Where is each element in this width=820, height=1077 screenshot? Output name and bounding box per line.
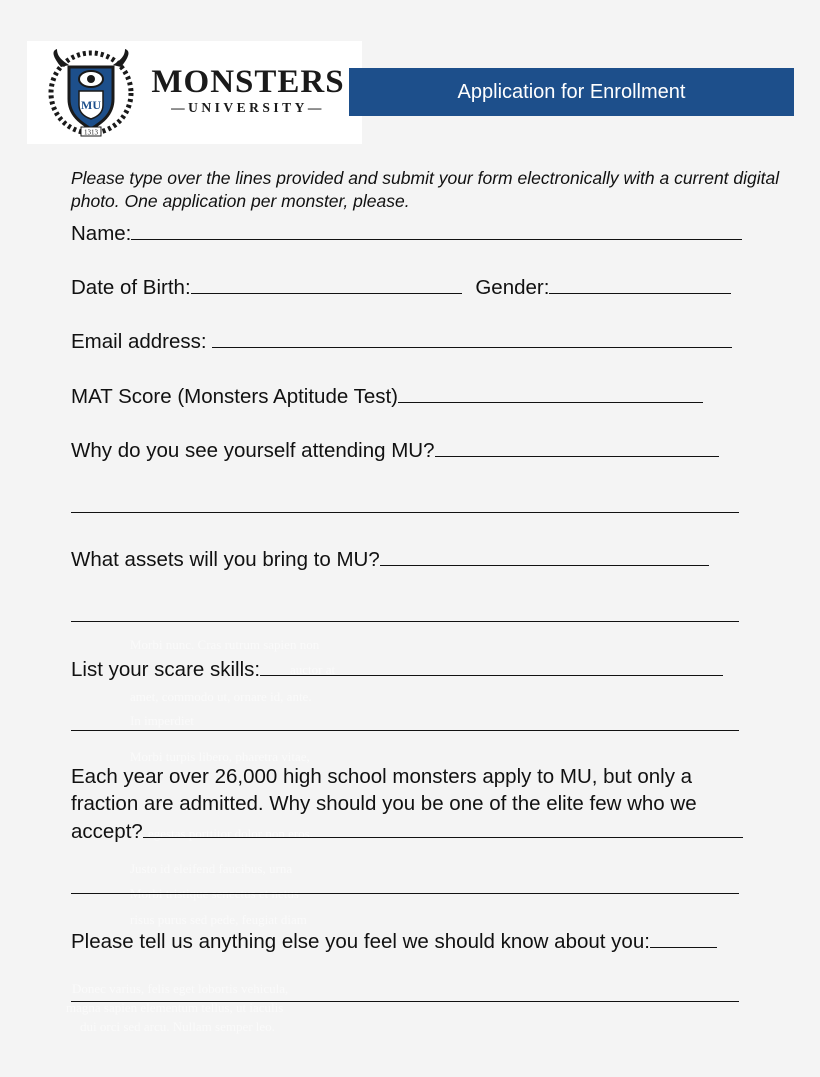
gender-field[interactable] [549,273,731,294]
title-banner: Application for Enrollment [349,68,794,116]
dob-gender-row [71,273,731,301]
assets-field-continued[interactable] [71,621,739,622]
dob-field[interactable] [191,273,462,294]
instructions-text: Please type over the lines provided and submit your form electronically with a current digital photo. One application per monster, please. [71,168,780,211]
crest-year: 1313 [84,128,98,137]
crest-icon [47,49,135,137]
ghost-text: Morbi nunc. Cras rutrum sapien non [130,637,320,652]
logo-box [27,41,362,144]
ghost-text: Donec varius, felis eget lobortis vehicula, [72,981,289,996]
else-field-continued[interactable] [71,1001,739,1002]
brand-wordmark [143,65,353,116]
mat-field[interactable] [398,382,703,403]
gender-label: Gender: [475,276,550,299]
why-row [71,436,719,464]
scare-field[interactable] [260,655,723,676]
ghost-text: Morbi tristique senectus et netus [130,886,299,901]
ghost-text: Justo id eleifend faucibus, urna [130,861,293,876]
why-label: Why do you see yourself attending MU? [71,439,435,462]
mat-label: MAT Score (Monsters Aptitude Test) [71,385,398,408]
else-field[interactable] [650,927,717,948]
email-label: Email address: [71,330,207,353]
why-field-continued[interactable] [71,512,739,513]
email-field[interactable] [212,327,732,348]
else-row [71,927,717,955]
name-row [71,219,742,247]
assets-row [71,545,709,573]
why-field[interactable] [435,436,719,457]
ghost-text: dui orci sed arcu. Nullam semper leo. [80,1019,275,1034]
elite-field[interactable] [143,817,743,838]
name-label: Name: [71,222,132,245]
assets-label: What assets will you bring to MU? [71,548,380,571]
name-field[interactable] [131,219,742,240]
ghost-text: amet, commodo ut, ornare id, ante. [130,689,312,704]
ghost-text: auctor at [290,662,336,677]
elite-line-3: accept? [71,820,143,843]
else-label: Please tell us anything else you feel we should know about you: [71,930,650,953]
scare-row [71,655,723,683]
brand-name: MONSTERS [151,64,345,100]
elite-field-continued[interactable] [71,893,739,894]
ghost-text: risus purus sed pede, feugiat diam [130,912,307,927]
mat-row [71,382,703,410]
scare-field-continued[interactable] [71,730,739,731]
ghost-text: egestas porttitor dolor non eros. [148,826,313,841]
brand-subtitle: —UNIVERSITY— [171,100,325,115]
assets-field[interactable] [380,545,709,566]
crest-letters: MU [81,98,101,112]
elite-line-3-row [71,817,751,845]
dob-label: Date of Birth: [71,276,191,299]
ghost-text: In imperdiet [130,713,194,728]
ghost-text: magna sapien elementum tellus, ut iaculis [66,1000,284,1015]
elite-question [71,763,751,845]
elite-line-1: Each year over 26,000 high school monsters apply to MU, but only a [71,765,693,788]
scare-label: List your scare skills: [71,658,261,681]
elite-line-2: fraction are admitted. Why should you be one of the elite few who we [71,792,697,815]
ghost-text: Morbi turpis libero, pharetra vitae, [130,749,310,764]
email-row [71,327,732,355]
